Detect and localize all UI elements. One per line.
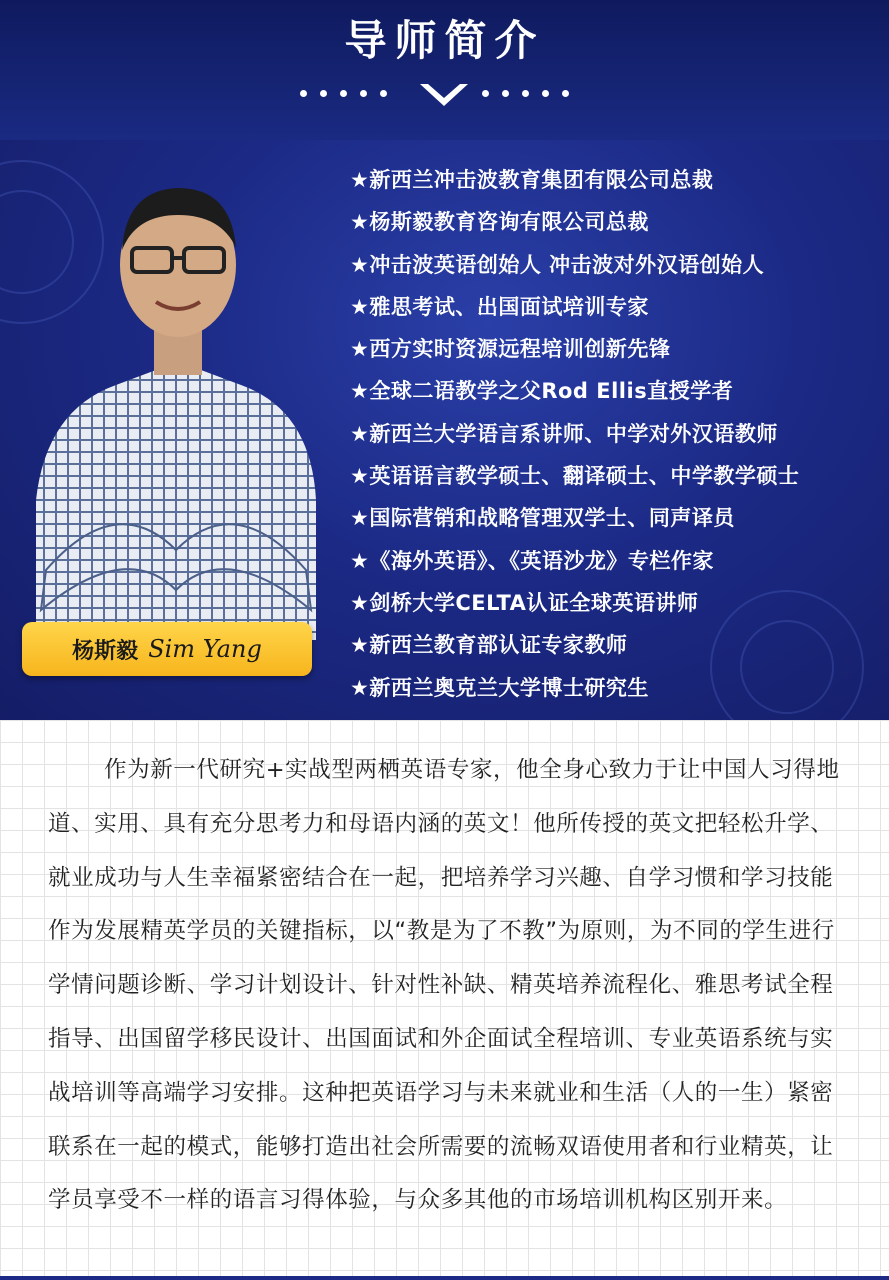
credentials-list bbox=[350, 162, 880, 712]
bottom-divider bbox=[0, 1276, 889, 1280]
tutor-name-cn: 杨斯毅 bbox=[72, 638, 139, 664]
credential-item: ★杨斯毅教育咨询有限公司总裁 bbox=[350, 210, 649, 235]
credential-item: ★新西兰冲击波教育集团有限公司总裁 bbox=[350, 168, 714, 192]
credential-item: ★雅思考试、出国面试培训专家 bbox=[350, 294, 649, 319]
credential-item: ★新西兰大学语言系讲师、中学对外汉语教师 bbox=[350, 421, 778, 446]
tutor-portrait bbox=[26, 170, 326, 640]
credential-item: ★英语语言教学硕士、翻译硕士、中学教学硕士 bbox=[350, 464, 800, 489]
credential-item: ★新西兰教育部认证专家教师 bbox=[350, 633, 628, 658]
credential-item: ★西方实时资源远程培训创新先锋 bbox=[350, 337, 671, 362]
credential-item: ★新西兰奥克兰大学博士研究生 bbox=[350, 675, 649, 700]
credential-item: ★国际营销和战略管理双学士、同声译员 bbox=[350, 506, 735, 531]
title-divider bbox=[0, 84, 889, 108]
credential-item: ★剑桥大学CELTA认证全球英语讲师 bbox=[350, 590, 699, 615]
chevron-down-icon bbox=[420, 84, 468, 108]
tutor-name-en: Sim Yang bbox=[148, 635, 262, 663]
credential-item: ★全球二语教学之父Rod Ellis直授学者 bbox=[350, 379, 734, 404]
intro-paragraph: 作为新一代研究+实战型两栖英语专家，他全身心致力于让中国人习得地道、实用、具有充分思考力和母语内涵的英文！他所传授的英文把轻松升学、就业成功与人生幸福紧密结合在一起，把培养学习兴趣、自学习惯和学习技能作为发展精英学员的关键指标，以“教是为了不教”为原则，为不同的学生进行学情问题诊断、学习计划设计、针对性补缺、精英培养流程化、雅思考试全程指导、出国留学移民设计、出国面试和外企面试全程培训、专业英语系统与实战培训等高端学习安排。这种把英语学习与未来就业和生活（人的一生）紧密联系在一起的模式，能够打造出社会所需要的流畅双语使用者和行业精英，让学员享受不一样的语言习得体验，与众多其他的市场培训机构区别开来。 bbox=[48, 757, 840, 1214]
credential-item: ★冲击波英语创始人 冲击波对外汉语创始人 bbox=[350, 252, 765, 277]
intro-section bbox=[0, 720, 889, 1280]
tutor-name-badge bbox=[22, 622, 312, 676]
section-title: 导师简介 bbox=[344, 16, 545, 65]
credential-item: ★《海外英语》、《英语沙龙》专栏作家 bbox=[350, 548, 714, 573]
